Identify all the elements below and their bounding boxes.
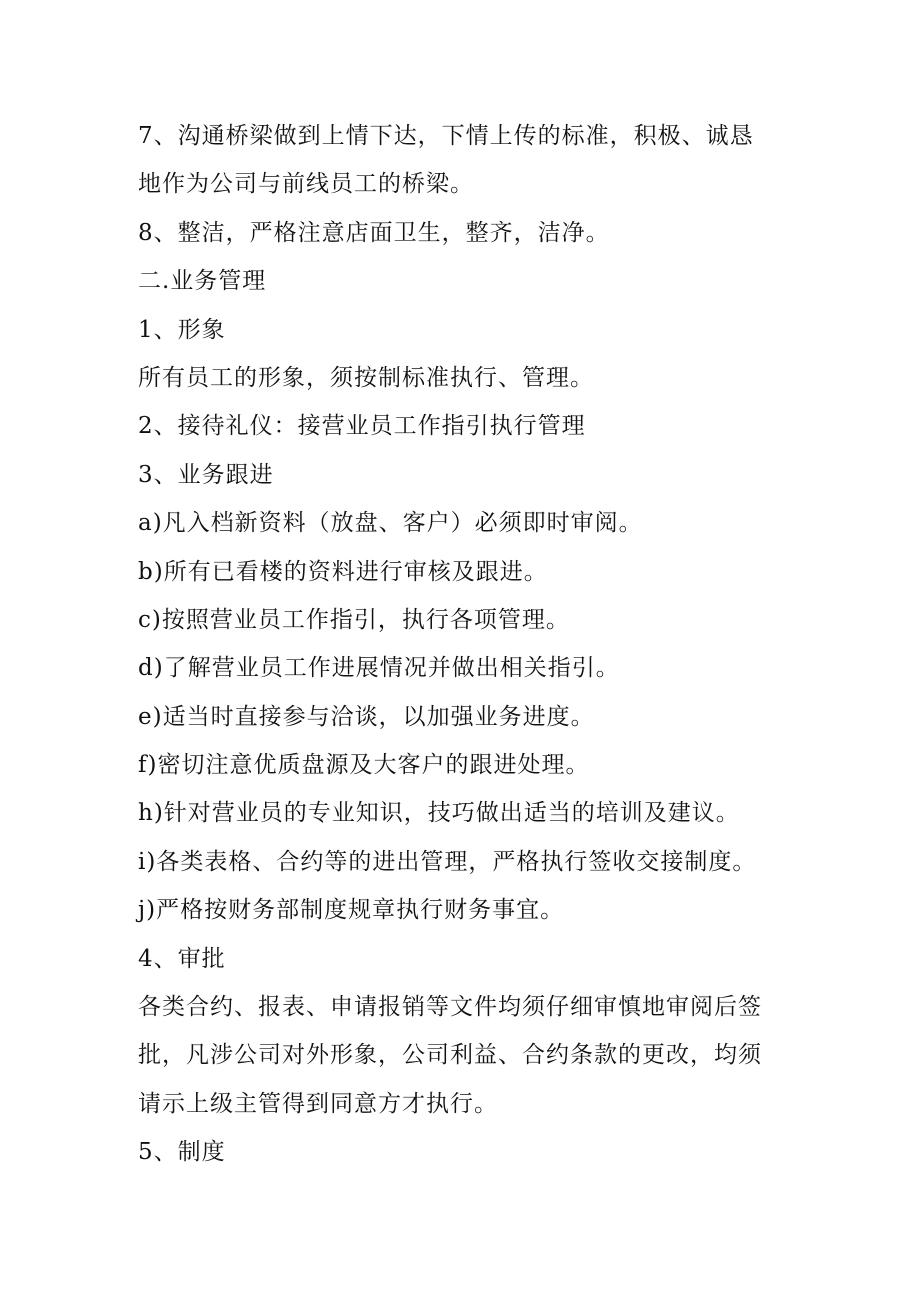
document-body (138, 112, 818, 1177)
list-item: j)严格按财务部制度规章执行财务事宜。 (138, 897, 565, 924)
subsection-heading: 3、业务跟进 (138, 461, 274, 488)
list-item: e)适当时直接参与洽谈，以加强业务进度。 (138, 703, 595, 730)
list-item: f)密切注意优质盘源及大客户的跟进处理。 (138, 752, 590, 779)
list-item: c)按照营业员工作指引，执行各项管理。 (138, 606, 570, 633)
text-line: 地作为公司与前线员工的桥梁。 (138, 171, 474, 198)
subsection-heading: 4、审批 (138, 945, 226, 972)
subsection-heading: 1、形象 (138, 316, 226, 343)
subsection-heading: 5、制度 (138, 1139, 226, 1166)
text-line: 8、整洁，严格注意店面卫生，整齐，洁净。 (138, 219, 610, 246)
subsection-heading: 2、接待礼仪：接营业员工作指引执行管理 (138, 413, 586, 440)
list-item: i)各类表格、合约等的进出管理，严格执行签收交接制度。 (138, 848, 757, 875)
list-item: a)凡入档新资料（放盘、客户）必须即时审阅。 (138, 510, 643, 537)
text-line: 批，凡涉公司对外形象，公司利益、合约条款的更改，均须 (138, 1042, 762, 1069)
list-item: d)了解营业员工作进展情况并做出相关指引。 (138, 655, 620, 682)
text-line: 7、沟通桥梁做到上情下达，下情上传的标准，积极、诚恳 (138, 123, 754, 149)
text-line: 各类合约、报表、申请报销等文件均须仔细审慎地审阅后签 (138, 994, 762, 1021)
section-heading: 二.业务管理 (138, 268, 267, 295)
list-item: h)针对营业员的专业知识，技巧做出适当的培训及建议。 (138, 800, 740, 827)
text-line: 所有员工的形象，须按制标准执行、管理。 (138, 364, 594, 391)
text-line: 请示上级主管得到同意方才执行。 (138, 1090, 498, 1117)
list-item: b)所有已看楼的资料进行审核及跟进。 (138, 558, 548, 585)
